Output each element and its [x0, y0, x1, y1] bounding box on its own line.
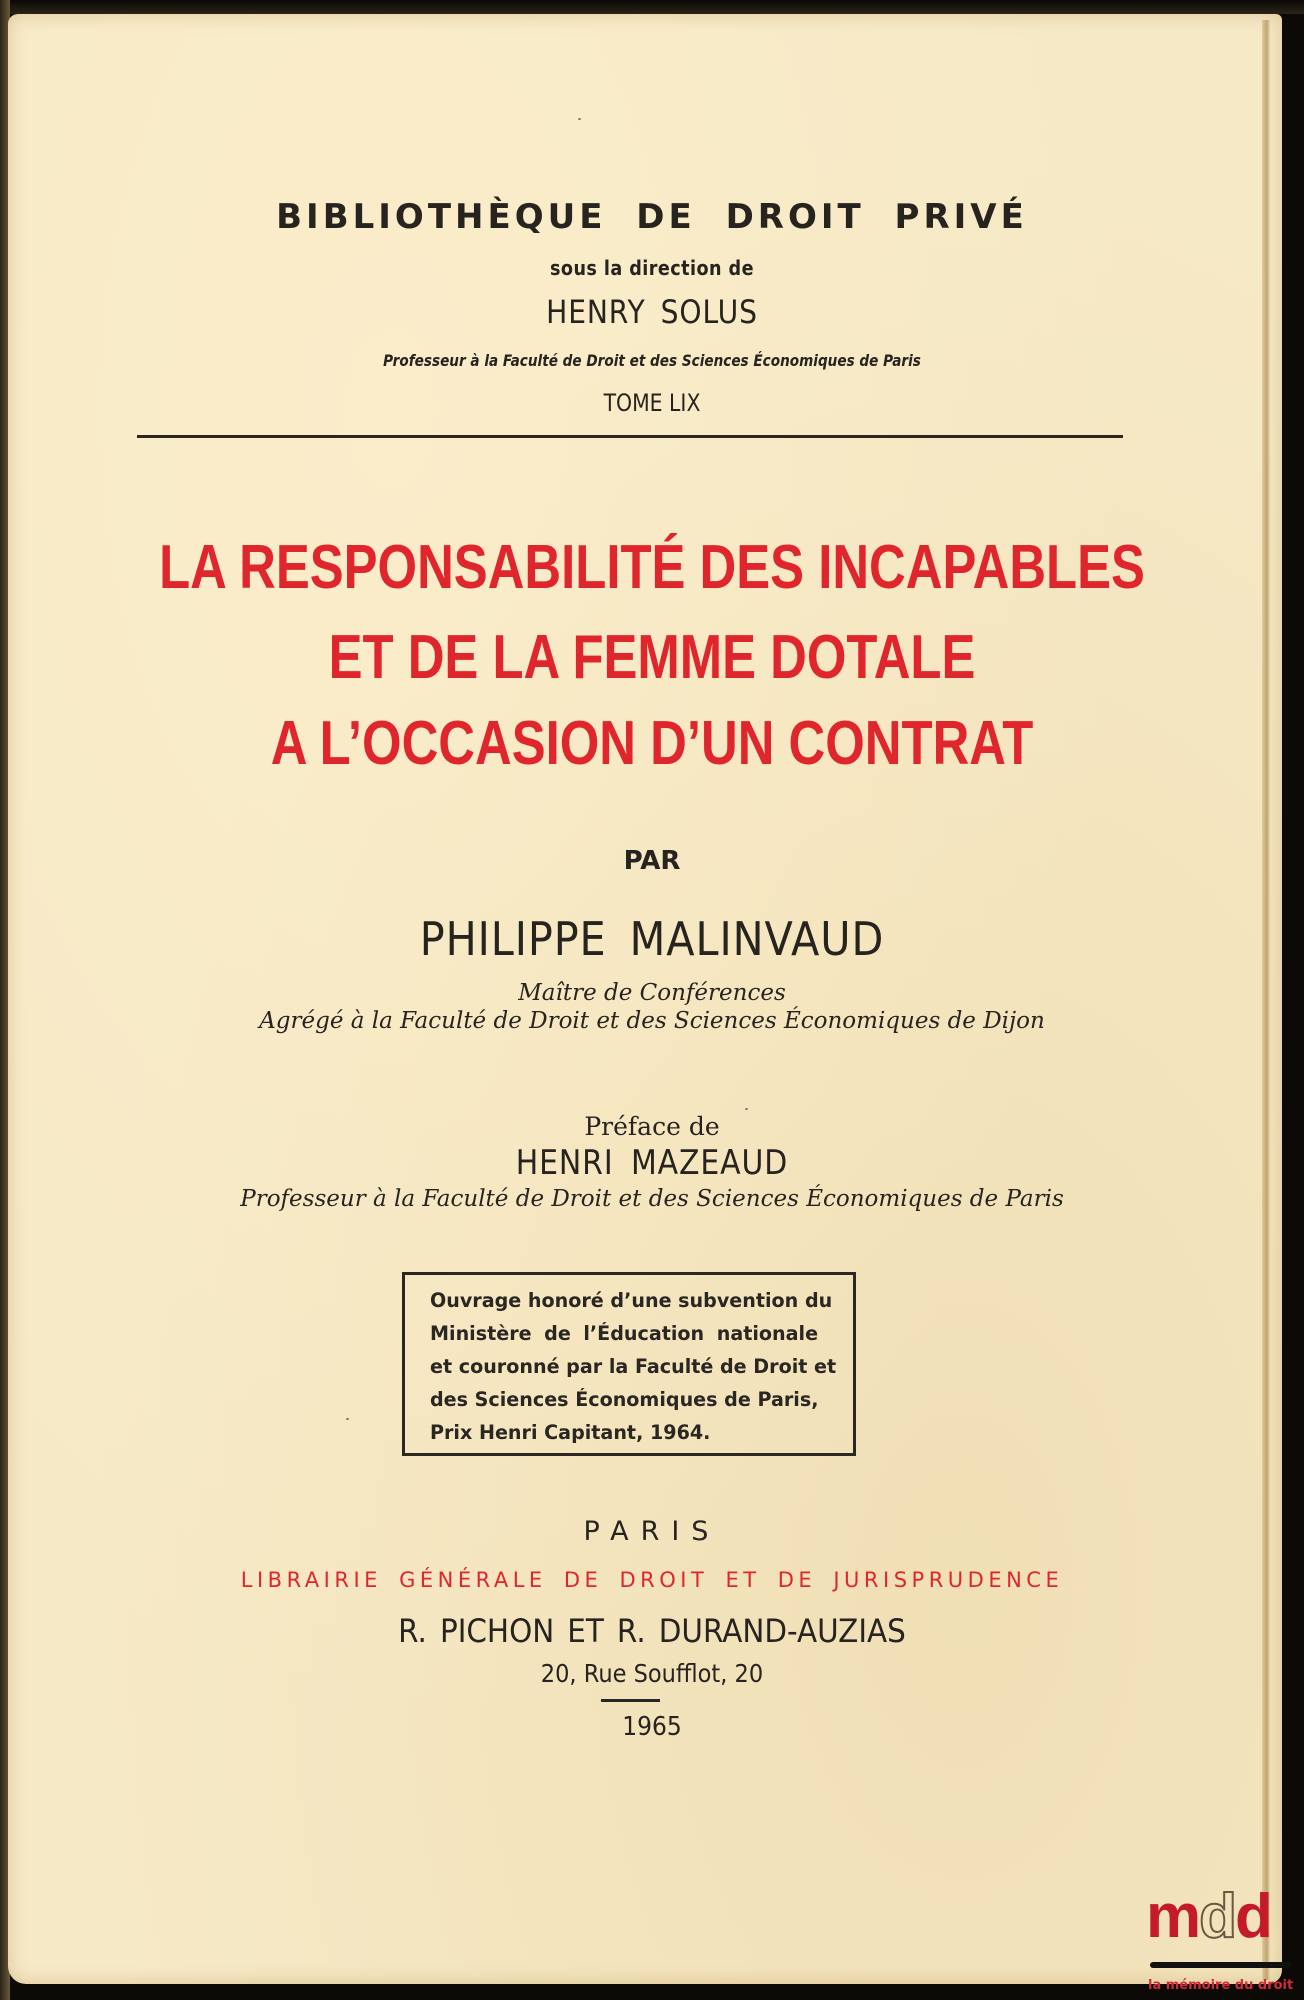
series-director-role: Professeur à la Faculté de Droit et des Sciences Économiques de Paris: [383, 351, 921, 370]
imprint-city: PARIS: [583, 1516, 721, 1547]
series-name: BIBLIOTHÈQUE DE DROIT PRIVÉ: [276, 197, 1028, 237]
publisher-name: LIBRAIRIE GÉNÉRALE DE DROIT ET DE JURISPRUDENCE: [240, 1568, 1064, 1592]
award-line: Ouvrage honoré d’une subvention du: [430, 1289, 833, 1312]
preface-author: HENRI MAZEAUD: [515, 1143, 789, 1183]
author-role-line-1: Maître de Conférences: [518, 980, 786, 1006]
paper-speck: [578, 118, 581, 120]
award-line: et couronné par la Faculté de Droit et: [430, 1355, 837, 1378]
volume-number: TOME LIX: [603, 389, 701, 417]
book-title-line-1: LA RESPONSABILITÉ DES INCAPABLES: [159, 533, 1145, 602]
paper-speck: [346, 1418, 349, 1420]
logo-tagline: la mémoire du droit: [1148, 1978, 1294, 1993]
preface-label: Préface de: [584, 1112, 720, 1141]
series-director: HENRY SOLUS: [546, 293, 758, 331]
printers-name: R. PICHON ET R. DURAND-AUZIAS: [398, 1612, 906, 1650]
scan-top-border: [0, 0, 1304, 14]
preface-author-role: Professeur à la Faculté de Droit et des Sciences Économiques de Paris: [240, 1186, 1064, 1212]
header-divider: [137, 435, 1123, 438]
publication-year: 1965: [622, 1712, 682, 1742]
mdd-watermark-logo: [1140, 1882, 1304, 2000]
award-line: Ministère de l’Éducation nationale: [430, 1322, 819, 1345]
publisher-address: 20, Rue Soufflot, 20: [540, 1659, 764, 1688]
mdd-logo-icon: mdd: [1146, 1882, 1271, 1951]
book-title-line-3: A L’OCCASION D’UN CONTRAT: [270, 709, 1034, 778]
paper-speck: [745, 1108, 748, 1110]
logo-underline: [1150, 1962, 1292, 1968]
award-line: des Sciences Économiques de Paris,: [430, 1388, 819, 1411]
author-name: PHILIPPE MALINVAUD: [419, 912, 885, 966]
by-label: PAR: [623, 846, 681, 876]
author-role-line-2: Agrégé à la Faculté de Droit et des Sciences Économiques de Dijon: [259, 1008, 1045, 1034]
award-line: Prix Henri Capitant, 1964.: [430, 1421, 711, 1444]
direction-label: sous la direction de: [550, 256, 754, 280]
imprint-divider: [601, 1699, 660, 1702]
book-title-line-2: ET DE LA FEMME DOTALE: [328, 623, 976, 692]
